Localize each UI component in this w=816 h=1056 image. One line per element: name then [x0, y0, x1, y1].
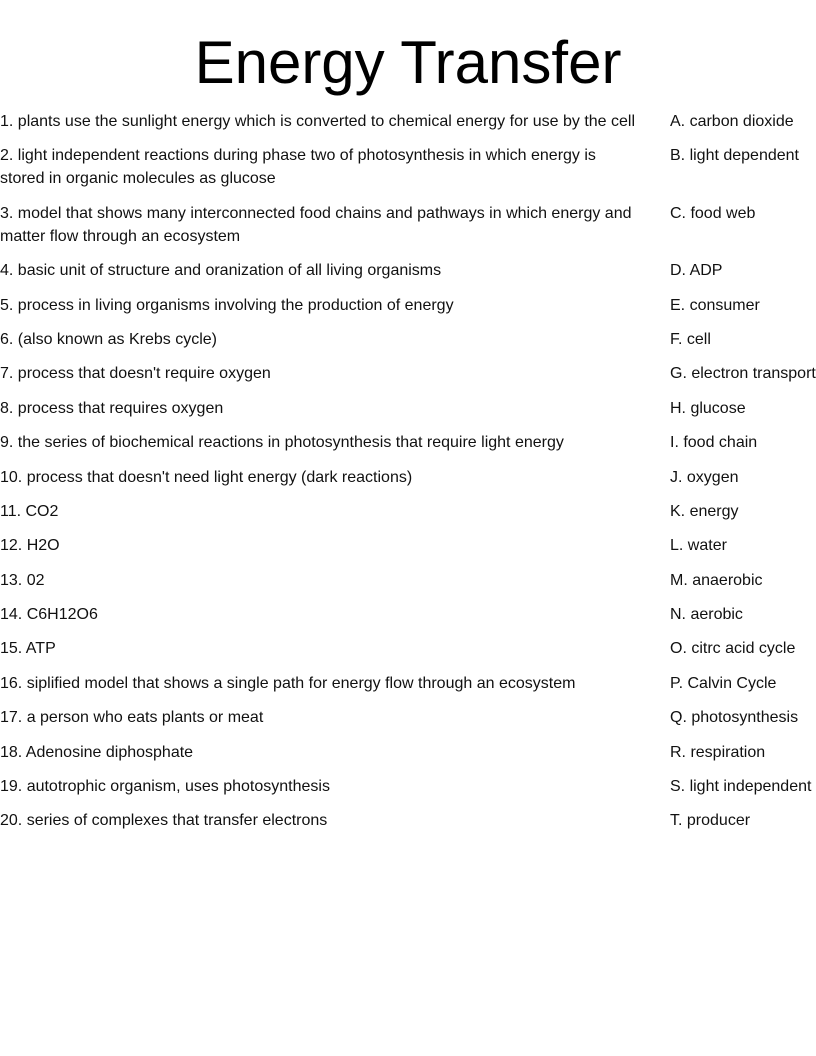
- match-row-6: [0, 328, 816, 351]
- option-n: N. aerobic: [670, 606, 743, 624]
- match-row-5: [0, 294, 816, 317]
- match-row-3: [0, 202, 816, 248]
- match-row-12: [0, 534, 816, 557]
- clue-3: 3. model that shows many interconnected food chains and pathways in which energy and matter flow through an ecosystem: [0, 204, 632, 245]
- option-s: S. light independent: [670, 778, 812, 796]
- option-b: B. light dependent: [670, 147, 799, 165]
- option-c: C. food web: [670, 204, 756, 222]
- clue-6: 6. (also known as Krebs cycle): [0, 330, 217, 348]
- clue-15: 15. ATP: [0, 640, 56, 658]
- match-row-15: [0, 637, 816, 660]
- match-row-11: [0, 500, 816, 523]
- match-row-2: [0, 144, 816, 190]
- option-f: F. cell: [670, 330, 711, 348]
- match-row-13: [0, 569, 816, 592]
- option-o: O. citrc acid cycle: [670, 640, 796, 658]
- match-row-8: [0, 397, 816, 420]
- clue-11: 11. CO2: [0, 502, 59, 520]
- option-m: M. anaerobic: [670, 571, 763, 589]
- option-g: G. electron transport: [670, 365, 816, 383]
- page-title: Energy Transfer: [194, 29, 622, 96]
- clue-8: 8. process that requires oxygen: [0, 399, 224, 417]
- clue-20: 20. series of complexes that transfer electrons: [0, 812, 328, 830]
- option-d: D. ADP: [670, 262, 723, 280]
- match-row-14: [0, 603, 816, 626]
- option-k: K. energy: [670, 502, 739, 520]
- clue-2: 2. light independent reactions during phase two of photosynthesis in which energy is stored in organic molecules as glucose: [0, 147, 596, 188]
- matching-list: [0, 110, 816, 844]
- match-row-17: [0, 706, 816, 729]
- match-row-20: [0, 809, 816, 832]
- match-row-7: [0, 362, 816, 385]
- clue-12: 12. H2O: [0, 537, 60, 555]
- option-t: T. producer: [670, 812, 751, 830]
- clue-10: 10. process that doesn't need light energy (dark reactions): [0, 468, 413, 486]
- clue-18: 18. Adenosine diphosphate: [0, 743, 194, 761]
- clue-9: 9. the series of biochemical reactions in photosynthesis that require light energy: [0, 434, 564, 452]
- option-r: R. respiration: [670, 743, 766, 761]
- match-row-16: [0, 672, 816, 695]
- match-row-10: [0, 466, 816, 489]
- clue-5: 5. process in living organisms involving the production of energy: [0, 296, 454, 314]
- clue-17: 17. a person who eats plants or meat: [0, 709, 264, 727]
- clue-16: 16. siplified model that shows a single path for energy flow through an ecosystem: [0, 674, 576, 692]
- option-a: A. carbon dioxide: [670, 113, 794, 130]
- clue-19: 19. autotrophic organism, uses photosynthesis: [0, 778, 330, 796]
- clue-14: 14. C6H12O6: [0, 606, 98, 624]
- option-q: Q. photosynthesis: [670, 709, 799, 727]
- match-row-9: [0, 431, 816, 454]
- match-row-18: [0, 741, 816, 764]
- clue-4: 4. basic unit of structure and oranization of all living organisms: [0, 262, 442, 280]
- clue-7: 7. process that doesn't require oxygen: [0, 365, 271, 383]
- clue-13: 13. 02: [0, 571, 45, 589]
- option-e: E. consumer: [670, 296, 760, 314]
- match-row-4: [0, 259, 816, 282]
- option-j: J. oxygen: [670, 468, 739, 486]
- match-row-1: [0, 110, 816, 133]
- option-l: L. water: [670, 537, 727, 555]
- option-i: I. food chain: [670, 434, 758, 452]
- match-row-19: [0, 775, 816, 798]
- option-p: P. Calvin Cycle: [670, 674, 777, 692]
- clue-1: 1. plants use the sunlight energy which is converted to chemical energy for use by the cell: [0, 113, 636, 130]
- option-h: H. glucose: [670, 399, 746, 417]
